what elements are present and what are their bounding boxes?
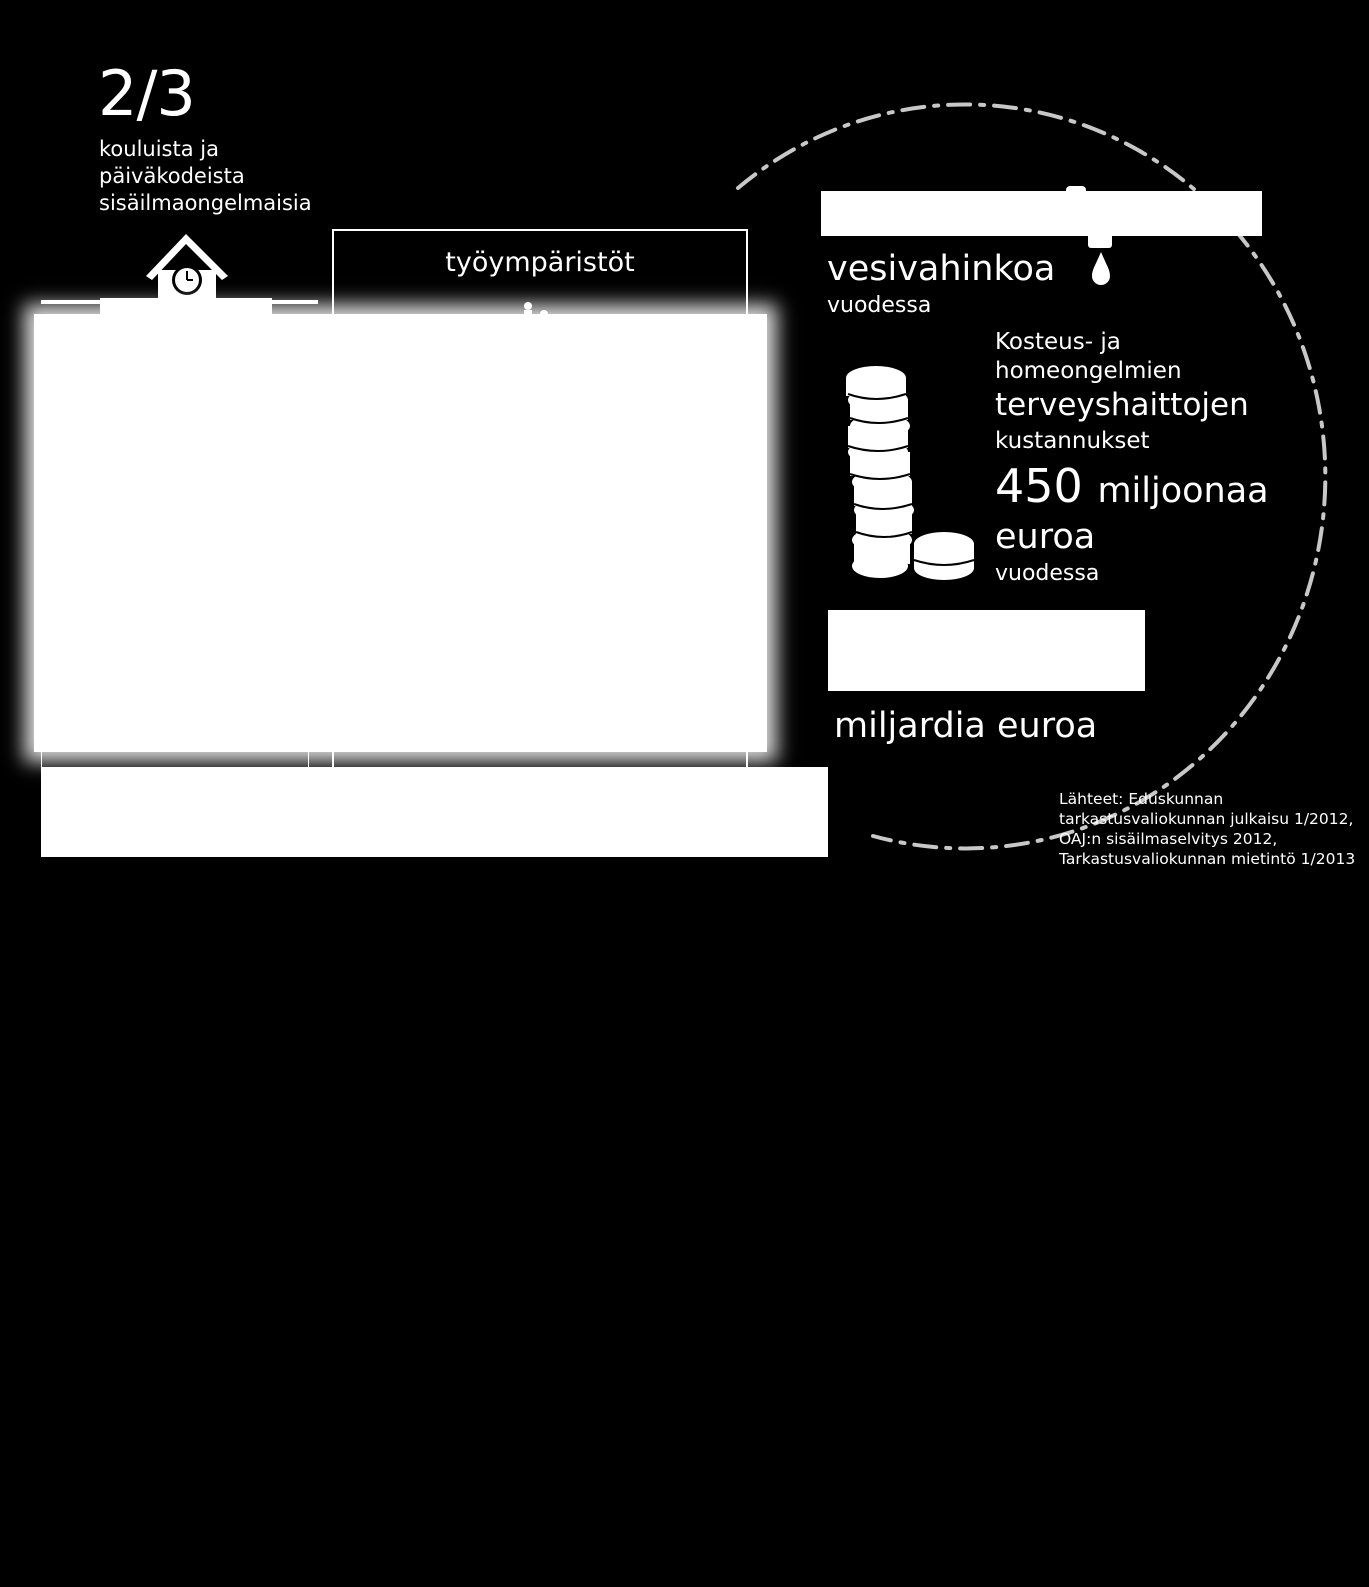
- health-costs-amount: 450: [995, 459, 1083, 513]
- repair-costs-unit: miljardia euroa: [834, 706, 1098, 746]
- occluded-region: [41, 767, 828, 857]
- water-damage-period: vuodessa: [827, 293, 932, 318]
- divider-line: [41, 300, 318, 304]
- water-damage-label: vesivahinkoa: [827, 249, 1056, 289]
- stat-value: 2/3: [98, 57, 195, 130]
- school-building-icon: [100, 230, 280, 320]
- health-costs-currency: euroa: [995, 517, 1096, 557]
- coin-stack-icon: [840, 360, 980, 590]
- health-costs-unit: miljoonaa: [1097, 471, 1269, 511]
- occluded-region: [34, 314, 767, 752]
- health-costs-amount-line: [995, 458, 1269, 519]
- health-costs-subtitle: kustannukset: [995, 428, 1150, 454]
- stat-description: kouluista ja päiväkodeista sisäilmaongelmaisia: [99, 137, 312, 215]
- sources-note: Lähteet: Eduskunnan tarkastusvaliokunnan julkaisu 1/2012, OAJ:n sisäilmaselvitys 2012, Tarkastusvaliokunnan mietintö 1/2013: [1059, 790, 1356, 868]
- health-costs-period: vuodessa: [995, 561, 1100, 586]
- panel-title: työympäristöt: [445, 247, 635, 278]
- clock-icon: [172, 265, 202, 295]
- health-costs-title: terveyshaittojen: [995, 387, 1249, 423]
- health-costs-label: Kosteus- ja homeongelmien: [995, 329, 1182, 384]
- water-drop-icon: [1092, 252, 1110, 285]
- occluded-region: [821, 191, 1262, 236]
- occluded-region: [828, 610, 1145, 691]
- faucet-icon: [1062, 186, 1122, 286]
